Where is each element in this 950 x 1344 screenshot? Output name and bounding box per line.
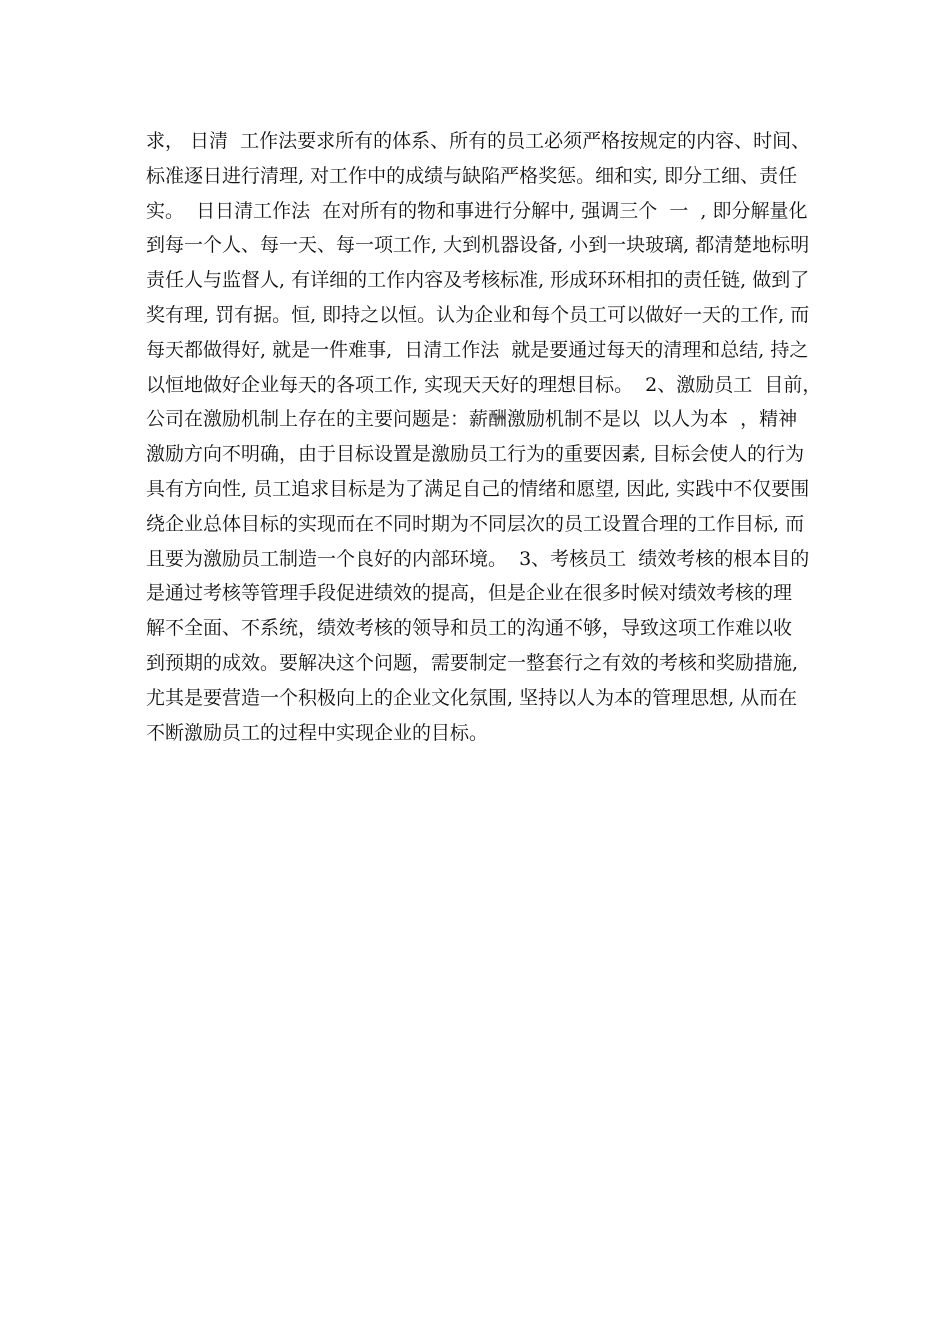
text-line: 到每一个人、每一天、每一项工作, 大到机器设备, 小到一块玻璃, 都清楚地标明 xyxy=(146,234,810,257)
text-line: 每天都做得好, 就是一件难事, 日清工作法 就是要通过每天的清理和总结, 持之 xyxy=(146,338,809,361)
text-line: 尤其是要营造一个积极向上的企业文化氛围, 坚持以人为本的管理思想, 从而在 xyxy=(146,686,798,709)
text-line: 奖有理, 罚有据。恒, 即持之以恒。认为企业和每个员工可以做好一天的工作, 而 xyxy=(146,303,810,326)
body-text xyxy=(146,124,826,750)
text-line: 不断激励员工的过程中实现企业的目标。 xyxy=(146,721,489,744)
text-line: 标准逐日进行清理, 对工作中的成绩与缺陷严格奖惩。细和实, 即分工细、责任 xyxy=(146,164,798,187)
text-line: 求， 日清 工作法要求所有的体系、所有的员工必须严格按规定的内容、时间、 xyxy=(146,130,811,152)
text-line: 激励方向不明确，由于目标设置是激励员工行为的重要因素, 目标会使人的行为 xyxy=(146,443,805,466)
text-line: 是通过考核等管理手段促进绩效的提高，但是企业在很多时候对绩效考核的理 xyxy=(146,582,793,605)
text-line: 公司在激励机制上存在的主要问题是：薪酬激励机制不是以 以人为本 ，精神 xyxy=(146,408,798,431)
text-line: 实。 日日清工作法 在对所有的物和事进行分解中, 强调三个 一 , 即分解量化 xyxy=(146,199,808,222)
text-line: 且要为激励员工制造一个良好的内部环境。 3、考核员工 绩效考核的根本目的 xyxy=(146,547,810,570)
text-line: 具有方向性, 员工追求目标是为了满足自己的情绪和愿望, 因此, 实践中不仅要围 xyxy=(146,477,810,500)
text-line: 到预期的成效。要解决这个问题，需要制定一整套行之有效的考核和奖励措施, xyxy=(146,651,799,674)
text-line: 解不全面、不系统，绩效考核的领导和员工的沟通不够，导致这项工作难以收 xyxy=(146,617,793,640)
text-line: 责任人与监督人, 有详细的工作内容及考核标准, 形成环环相扣的责任链, 做到了 xyxy=(146,269,810,292)
text-line: 以恒地做好企业每天的各项工作, 实现天天好的理想目标。 2、激励员工 目前， xyxy=(146,373,822,396)
text-line: 绕企业总体目标的实现而在不同时期为不同层次的员工设置合理的工作目标, 而 xyxy=(146,512,805,535)
